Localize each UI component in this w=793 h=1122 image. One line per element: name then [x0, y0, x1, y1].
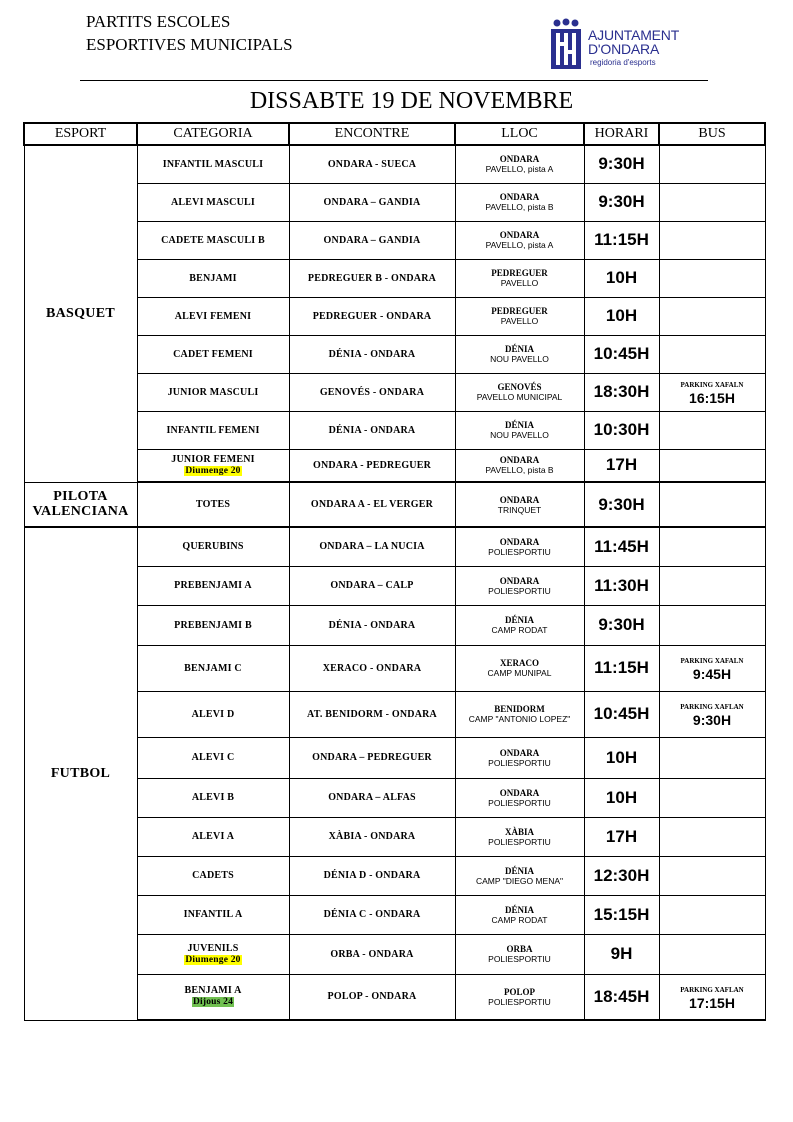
date-note-badge: Diumenge 20 — [185, 954, 241, 965]
venue-town: PEDREGUER — [491, 268, 548, 278]
time-cell: 10:30H — [584, 411, 659, 449]
venue-town: ONDARA — [499, 747, 540, 758]
venue-place: POLIESPORTIU — [488, 836, 551, 847]
category-name: INFANTIL FEMENI — [166, 424, 260, 436]
category-name: ALEVI MASCULI — [170, 196, 255, 208]
venue-town: ONDARA — [499, 154, 540, 165]
category-cell — [137, 817, 289, 856]
bus-cell — [659, 691, 765, 737]
logo-text-ondara: D'ONDARA — [588, 41, 660, 57]
time-cell: 15:15H — [584, 895, 659, 934]
table-row — [24, 145, 765, 183]
venue-town: XÀBIA — [504, 826, 534, 837]
venue-town: PEDREGUER — [491, 306, 548, 316]
ajuntament-logo — [548, 18, 698, 78]
bus-cell — [659, 645, 765, 691]
category-name: BENJAMI A — [184, 985, 242, 997]
bus-cell — [659, 527, 765, 566]
sport-cell-pilota — [24, 482, 137, 527]
venue-place: TRINQUET — [497, 504, 542, 515]
logo-text-regidoria: regidoria d'esports — [590, 58, 656, 67]
bus-cell — [659, 856, 765, 895]
venue-cell — [455, 737, 584, 778]
category-name: JUNIOR MASCULI — [167, 386, 259, 398]
venue-cell — [455, 373, 584, 411]
venue-town: BENIDORM — [494, 704, 545, 714]
time-cell: 12:30H — [584, 856, 659, 895]
match-cell: DÉNIA - ONDARA — [289, 605, 455, 645]
date-note-badge: Dijous 24 — [192, 997, 234, 1008]
venue-cell — [455, 605, 584, 645]
venue-cell — [455, 566, 584, 605]
time-cell: 9:30H — [584, 605, 659, 645]
venue-cell — [455, 482, 584, 527]
match-cell: ONDARA – GANDIA — [289, 183, 455, 221]
category-name: QUERUBINS — [182, 541, 244, 553]
venue-place: POLIESPORTIU — [488, 585, 551, 596]
venue-town: ONDARA — [499, 575, 540, 586]
column-header-esport: ESPORT — [24, 123, 137, 145]
time-cell: 11:45H — [584, 527, 659, 566]
venue-town: DÉNIA — [504, 344, 534, 354]
category-name: ALEVI B — [191, 792, 235, 803]
venue-town: POLOP — [504, 986, 535, 997]
category-cell — [137, 778, 289, 817]
bus-cell — [659, 778, 765, 817]
match-cell: AT. BENIDORM - ONDARA — [289, 691, 455, 737]
time-cell: 18:30H — [584, 373, 659, 411]
venue-place: CAMP RODAT — [491, 914, 548, 925]
venue-cell — [455, 411, 584, 449]
venue-town: GENOVÉS — [497, 382, 542, 392]
category-name: ALEVI C — [191, 752, 235, 763]
match-cell: XÀBIA - ONDARA — [289, 817, 455, 856]
header-divider — [80, 80, 708, 81]
venue-place: PAVELLO, pista B — [485, 202, 554, 212]
bus-departure-time: 9:45H — [692, 666, 732, 682]
column-header-categoria: CATEGORIA — [137, 123, 289, 145]
date-note-badge: Diumenge 20 — [185, 465, 241, 476]
category-name: JUNIOR FEMENI — [171, 453, 255, 465]
category-cell — [137, 856, 289, 895]
day-heading: DISSABTE 19 DE NOVEMBRE — [249, 88, 574, 114]
category-cell — [137, 183, 289, 221]
bus-departure-time: 9:30H — [692, 712, 732, 728]
category-cell — [137, 335, 289, 373]
category-name: CADETE MASCULI B — [161, 234, 265, 246]
time-cell: 10H — [584, 259, 659, 297]
bus-cell — [659, 605, 765, 645]
venue-place: POLIESPORTIU — [488, 996, 551, 1007]
match-cell: DÉNIA D - ONDARA — [289, 856, 455, 895]
venue-town: ORBA — [506, 944, 533, 954]
bus-pickup-location: PARKING XAFLAN — [680, 703, 744, 711]
table-row — [24, 482, 765, 527]
category-name: CADET FEMENI — [173, 348, 253, 360]
logo-text-ajuntament: AJUNTAMENT — [588, 27, 680, 43]
match-cell: ONDARA – CALP — [289, 566, 455, 605]
match-cell: ONDARA - SUECA — [289, 145, 455, 183]
category-name: ALEVI A — [191, 831, 235, 842]
bus-cell — [659, 297, 765, 335]
venue-place: CAMP "DIEGO MENA" — [475, 875, 564, 886]
venue-place: POLIESPORTIU — [488, 954, 551, 964]
bus-cell — [659, 449, 765, 482]
document-title — [86, 10, 293, 56]
venue-town: DÉNIA — [504, 904, 534, 915]
venue-cell — [455, 856, 584, 895]
venue-cell — [455, 183, 584, 221]
category-name: CADETS — [192, 870, 234, 881]
match-cell: PEDREGUER - ONDARA — [289, 297, 455, 335]
venue-cell — [455, 817, 584, 856]
time-cell: 11:30H — [584, 566, 659, 605]
venue-cell — [455, 449, 584, 482]
venue-place: CAMP MUNIPAL — [487, 668, 552, 678]
bus-departure-time: 17:15H — [689, 994, 735, 1011]
category-cell — [137, 297, 289, 335]
venue-place: PAVELLO, pista A — [485, 164, 554, 175]
category-cell — [137, 895, 289, 934]
time-cell: 17H — [584, 817, 659, 856]
venue-place: PAVELLO, pista B — [485, 465, 554, 476]
bus-cell — [659, 145, 765, 183]
venue-place: CAMP "ANTONIO LOPEZ" — [468, 714, 571, 724]
column-header-bus: BUS — [659, 123, 765, 145]
match-cell: ONDARA – LA NUCIA — [289, 527, 455, 566]
category-cell — [137, 221, 289, 259]
ajuntament-emblem-icon — [548, 18, 584, 72]
bus-pickup-location: PARKING XAFALN — [680, 657, 744, 665]
bus-cell — [659, 183, 765, 221]
venue-cell — [455, 974, 584, 1020]
bus-cell — [659, 482, 765, 527]
column-header-horari: HORARI — [584, 123, 659, 145]
bus-pickup-location: PARKING XAFALN — [680, 381, 744, 389]
category-name: JUVENILS — [187, 942, 239, 954]
venue-cell — [455, 645, 584, 691]
venue-town: DÉNIA — [504, 615, 534, 625]
time-cell: 11:15H — [584, 645, 659, 691]
column-header-lloc: LLOC — [455, 123, 584, 145]
match-cell: ONDARA – ALFAS — [289, 778, 455, 817]
venue-place: PAVELLO — [500, 278, 539, 288]
category-name: ALEVI FEMENI — [174, 310, 252, 322]
venue-town: ONDARA — [499, 787, 540, 798]
category-name: INFANTIL A — [183, 909, 243, 920]
time-cell: 10H — [584, 737, 659, 778]
bus-cell — [659, 974, 765, 1020]
venue-cell — [455, 934, 584, 974]
table-row — [24, 527, 765, 566]
time-cell: 9H — [584, 934, 659, 974]
bus-departure-time: 16:15H — [689, 390, 735, 406]
sport-name-line-2: VALENCIANA — [32, 504, 129, 520]
bus-cell — [659, 566, 765, 605]
table-header-row — [24, 123, 765, 145]
sport-name: BASQUET — [45, 306, 115, 322]
match-cell: ONDARA – PEDREGUER — [289, 737, 455, 778]
venue-town: ONDARA — [499, 536, 540, 547]
venue-place: NOU PAVELLO — [490, 430, 549, 440]
match-cell: ORBA - ONDARA — [289, 934, 455, 974]
venue-cell — [455, 221, 584, 259]
title-line-2: ESPORTIVES MUNICIPALS — [86, 35, 293, 54]
bus-cell — [659, 221, 765, 259]
match-cell: GENOVÉS - ONDARA — [289, 373, 455, 411]
category-name: TOTES — [195, 499, 231, 510]
venue-place: POLIESPORTIU — [488, 546, 551, 557]
venue-cell — [455, 335, 584, 373]
time-cell: 18:45H — [584, 974, 659, 1020]
category-name: BENJAMI — [189, 272, 237, 284]
time-cell: 10H — [584, 297, 659, 335]
bus-cell — [659, 411, 765, 449]
match-cell: PEDREGUER B - ONDARA — [289, 259, 455, 297]
time-cell: 9:30H — [584, 145, 659, 183]
bus-cell — [659, 335, 765, 373]
category-cell — [137, 737, 289, 778]
venue-cell — [455, 297, 584, 335]
time-cell: 17H — [584, 449, 659, 482]
bus-cell — [659, 895, 765, 934]
venue-place: CAMP RODAT — [491, 625, 548, 635]
category-name: ALEVI D — [191, 708, 235, 720]
time-cell: 10H — [584, 778, 659, 817]
bus-cell — [659, 934, 765, 974]
venue-town: ONDARA — [499, 494, 540, 505]
time-cell: 10:45H — [584, 691, 659, 737]
category-cell — [137, 645, 289, 691]
venue-place: PAVELLO — [500, 316, 539, 326]
venue-town: DÉNIA — [504, 865, 534, 876]
match-cell: ONDARA – GANDIA — [289, 221, 455, 259]
time-cell: 9:30H — [584, 482, 659, 527]
venue-place: NOU PAVELLO — [490, 354, 549, 364]
sport-name: FUTBOL — [50, 766, 111, 782]
venue-cell — [455, 259, 584, 297]
venue-cell — [455, 145, 584, 183]
venue-cell — [455, 895, 584, 934]
time-cell: 10:45H — [584, 335, 659, 373]
sport-cell-futbol — [24, 527, 137, 1020]
category-name: PREBENJAMI B — [174, 619, 252, 631]
schedule-table — [23, 122, 766, 1021]
category-cell — [137, 145, 289, 183]
venue-cell — [455, 778, 584, 817]
bus-cell — [659, 817, 765, 856]
bus-cell — [659, 259, 765, 297]
venue-town: ONDARA — [499, 230, 540, 240]
match-cell: DÉNIA - ONDARA — [289, 335, 455, 373]
venue-place: POLIESPORTIU — [488, 757, 551, 768]
match-cell: DÉNIA - ONDARA — [289, 411, 455, 449]
category-cell — [137, 373, 289, 411]
venue-cell — [455, 527, 584, 566]
match-cell: DÉNIA C - ONDARA — [289, 895, 455, 934]
category-cell — [137, 411, 289, 449]
category-cell — [137, 691, 289, 737]
match-cell: ONDARA A - EL VERGER — [289, 482, 455, 527]
title-line-1: PARTITS ESCOLES — [86, 12, 231, 31]
category-cell — [137, 449, 289, 482]
category-cell — [137, 566, 289, 605]
column-header-encontre: ENCONTRE — [289, 123, 455, 145]
time-cell: 9:30H — [584, 183, 659, 221]
category-cell — [137, 934, 289, 974]
category-name: INFANTIL MASCULI — [162, 158, 264, 170]
match-cell: XERACO - ONDARA — [289, 645, 455, 691]
venue-town: ONDARA — [499, 455, 540, 466]
category-cell — [137, 527, 289, 566]
venue-cell — [455, 691, 584, 737]
venue-place: POLIESPORTIU — [488, 797, 551, 808]
category-name: PREBENJAMI A — [174, 580, 252, 591]
category-cell — [137, 259, 289, 297]
bus-cell — [659, 373, 765, 411]
match-cell: ONDARA - PEDREGUER — [289, 449, 455, 482]
venue-town: XERACO — [499, 658, 539, 668]
category-cell — [137, 482, 289, 527]
venue-place: PAVELLO, pista A — [485, 240, 554, 250]
time-cell: 11:15H — [584, 221, 659, 259]
bus-pickup-location: PARKING XAFLAN — [680, 985, 744, 994]
venue-town: DÉNIA — [504, 420, 534, 430]
category-name: BENJAMI C — [184, 662, 242, 674]
bus-cell — [659, 737, 765, 778]
category-cell — [137, 974, 289, 1020]
sport-name-line-1: PILOTA — [53, 489, 108, 505]
venue-town: ONDARA — [499, 192, 540, 202]
match-cell: POLOP - ONDARA — [289, 974, 455, 1020]
category-cell — [137, 605, 289, 645]
sport-cell-basquet — [24, 145, 137, 482]
venue-place: PAVELLO MUNICIPAL — [476, 392, 563, 402]
